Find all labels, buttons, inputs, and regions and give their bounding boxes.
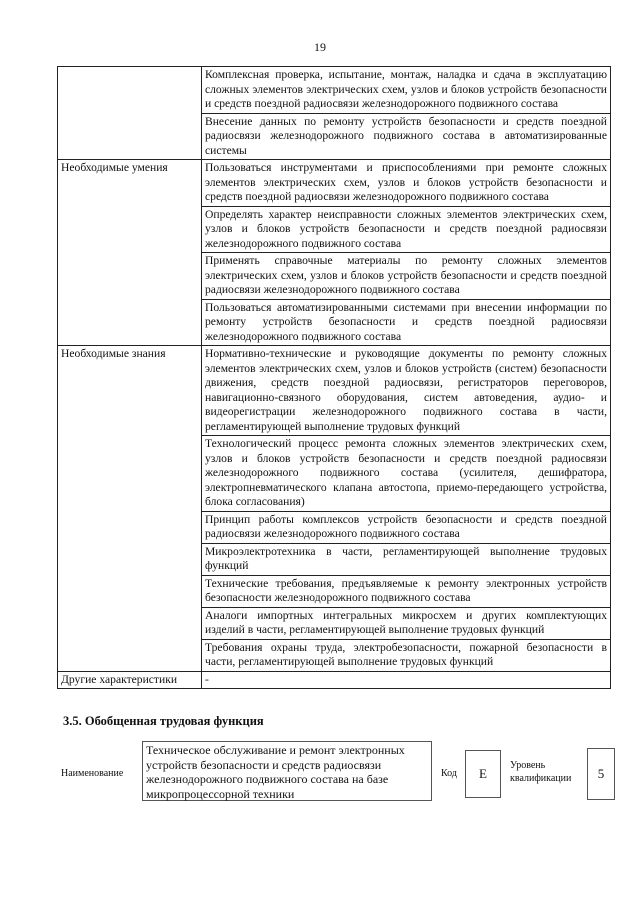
page-number: 19 [314, 40, 326, 54]
knowledge-item: Принцип работы комплексов устройств безопасности и средств поездной радиосвязи железнодорожного подвижного состава [202, 511, 611, 543]
skill-item: Пользоваться автоматизированными системами при внесении информации по ремонту устройств безопасности и средств поездной радиосвязи железнодорожного подвижного состава [202, 299, 611, 346]
table-row [58, 671, 611, 689]
function-name-value: Техническое обслуживание и ремонт электронных устройств безопасности и средств радиосвязи железнодорожного подвижного состава на базе микропроцессорной техники [142, 741, 432, 801]
empty-label-cell [58, 67, 202, 160]
code-value: E [465, 750, 501, 798]
qualification-level-value: 5 [587, 748, 615, 800]
code-label: Код [441, 768, 457, 779]
qualification-level-label: Уровень квалификации [510, 760, 572, 784]
table-row [58, 67, 611, 114]
table-cell: Комплексная проверка, испытание, монтаж, наладка и сдача в эксплуатацию сложных элементов электрических схем, узлов и блоков устройств безопасности и средств поездной радиосвязи железнодорожного подвижного состава [202, 67, 611, 114]
table-row [58, 346, 611, 436]
skill-item: Пользоваться инструментами и приспособлениями при ремонте сложных элементов электрических схем, узлов и блоков устройств безопасности и средств поездной радиосвязи железнодорожного подвижного состава [202, 160, 611, 207]
labor-function-requirements-table [57, 66, 611, 689]
knowledge-label: Необходимые знания [58, 346, 202, 672]
other-characteristics-label: Другие характеристики [58, 671, 202, 689]
skill-item: Определять характер неисправности сложных элементов электрических схем, узлов и блоков устройств безопасности и средств поездной радиосвязи железнодорожного подвижного состава [202, 206, 611, 253]
table-cell: Внесение данных по ремонту устройств безопасности и средств поездной радиосвязи железнодорожного подвижного состава в автоматизированные системы [202, 113, 611, 160]
knowledge-item: Требования охраны труда, электробезопасности, пожарной безопасности в части, регламентирующей выполнение трудовых функций [202, 639, 611, 671]
table-row [58, 160, 611, 207]
knowledge-item: Нормативно-технические и руководящие документы по ремонту сложных элементов электрических схем, узлов и блоков устройств (систем) безопасности движения, средств поездной радиосвязи, регистраторов переговоров, навигационно-связного оборудования, систем автоведения, аудио- и видеорегистрации железнодорожного подвижного состава в части, регламентирующей выполнение трудовых функций [202, 346, 611, 436]
knowledge-item: Технологический процесс ремонта сложных элементов электрических схем, узлов и блоков устройств безопасности и средств поездной радиосвязи железнодорожного подвижного состава (усилителя, дешифратора, электропневматического клапана автостопа, приемо-передающего устройства, блока согласования) [202, 436, 611, 512]
function-name-label: Наименование [61, 768, 124, 779]
skills-label: Необходимые умения [58, 160, 202, 346]
skill-item: Применять справочные материалы по ремонту сложных элементов электрических схем, узлов и блоков устройств безопасности и средств поездной радиосвязи железнодорожного подвижного состава [202, 253, 611, 300]
section-heading: 3.5. Обобщенная трудовая функция [63, 714, 264, 728]
other-characteristics-value: - [202, 671, 611, 689]
knowledge-item: Микроэлектротехника в части, регламентирующей выполнение трудовых функций [202, 543, 611, 575]
knowledge-item: Аналоги импортных интегральных микросхем и других комплектующих изделий в части, регламентирующей выполнение трудовых функций [202, 607, 611, 639]
knowledge-item: Технические требования, предъявляемые к ремонту электронных устройств безопасности железнодорожного подвижного состава [202, 575, 611, 607]
